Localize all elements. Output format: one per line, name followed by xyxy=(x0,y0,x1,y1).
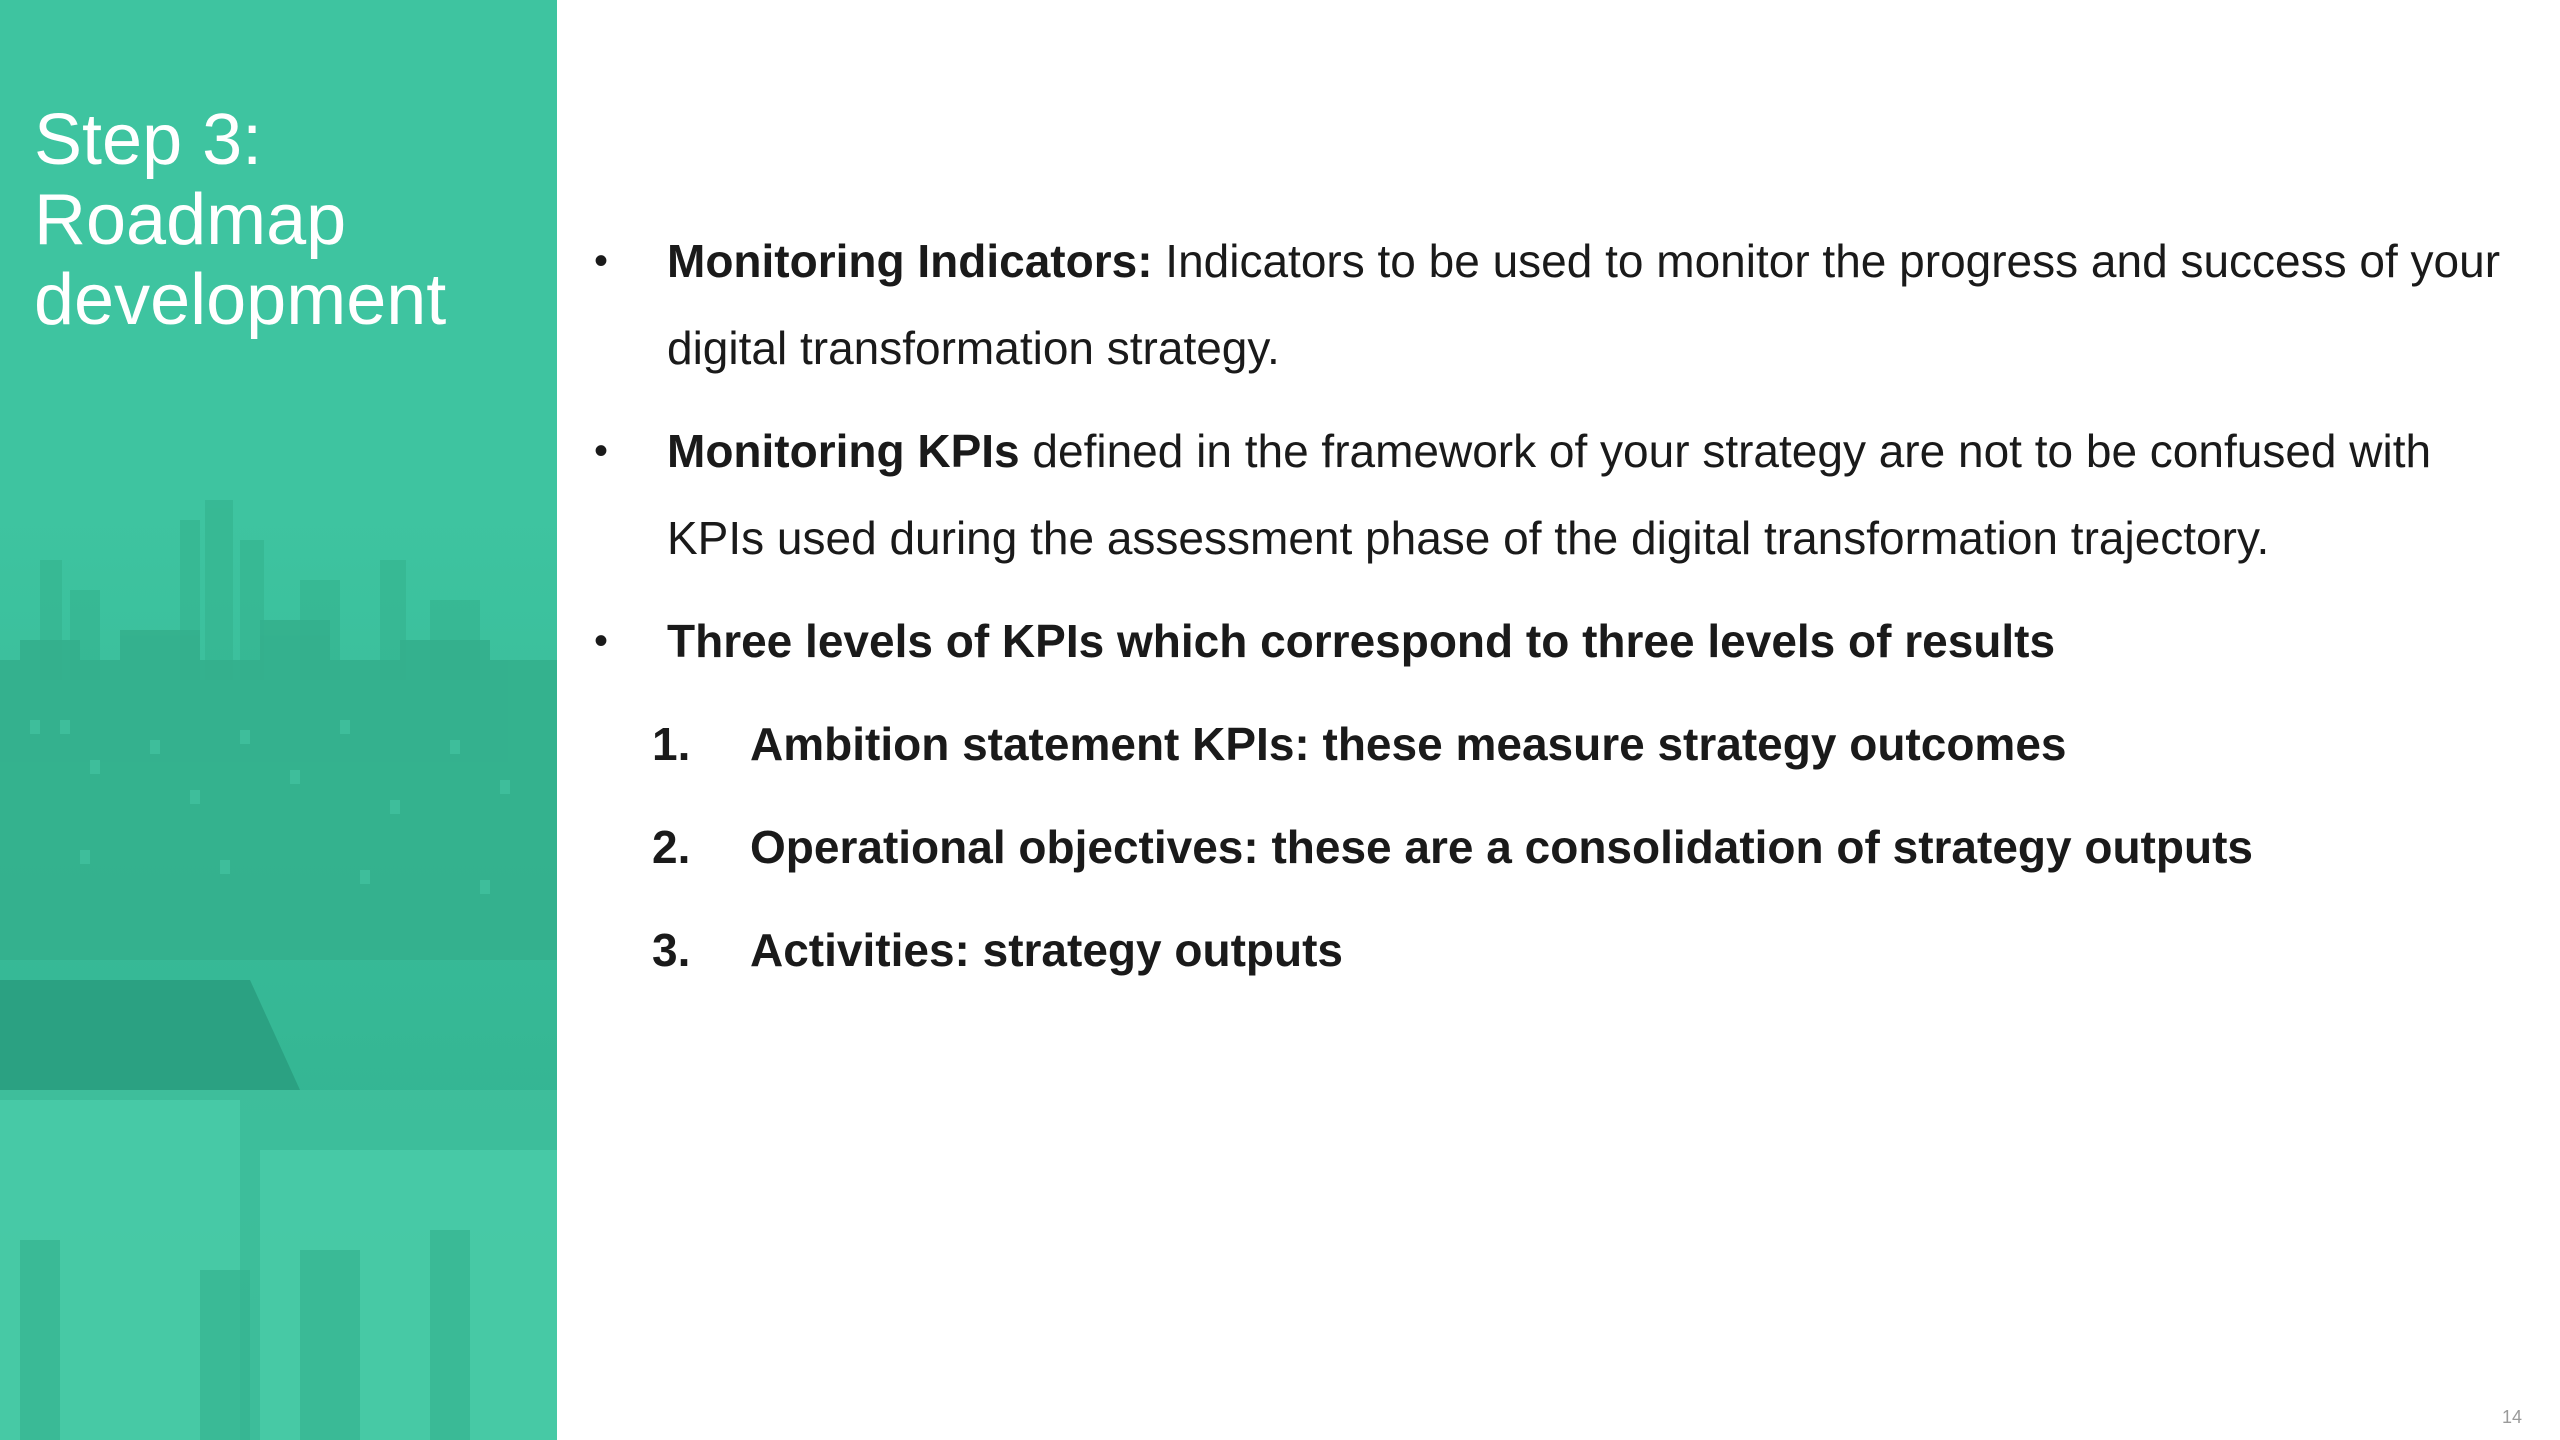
bullet-icon: • xyxy=(594,239,609,283)
slide-title xyxy=(34,100,534,340)
bullet-bold-text: Monitoring Indicators: xyxy=(667,235,1153,287)
bullet-text: Indicators to be used to monitor the progress and success of your digital transformation strategy. xyxy=(667,235,2501,374)
side-panel xyxy=(0,0,557,1440)
slide-title-line-2: Roadmap xyxy=(34,180,347,260)
bullet-item-monitoring-kpis xyxy=(590,408,2530,582)
slide-content xyxy=(590,218,2530,1010)
bullet-bold-text: Three levels of KPIs which correspond to three levels of results xyxy=(667,615,2056,667)
list-number: 3. xyxy=(652,924,691,976)
bullet-icon: • xyxy=(594,619,609,663)
list-item-text: Ambition statement KPIs: these measure strategy outcomes xyxy=(750,718,2067,770)
numbered-list xyxy=(590,701,2530,994)
list-number: 1. xyxy=(652,718,691,770)
list-item-text: Operational objectives: these are a consolidation of strategy outputs xyxy=(750,821,2253,873)
bullet-item-three-levels xyxy=(590,598,2530,685)
slide-title-line-1: Step 3: xyxy=(34,100,263,180)
numbered-item-2 xyxy=(590,804,2530,891)
list-number: 2. xyxy=(652,821,691,873)
list-item-text: Activities: strategy outputs xyxy=(750,924,1343,976)
bullet-text: defined in the framework of your strategy are not to be confused with KPIs used during the assessment phase of the digital transformation trajectory. xyxy=(667,425,2432,564)
bullet-item-monitoring-indicators xyxy=(590,218,2530,392)
bullet-icon: • xyxy=(594,429,609,473)
slide-title-line-3: development xyxy=(34,260,447,340)
numbered-item-1 xyxy=(590,701,2530,788)
bullet-bold-text: Monitoring KPIs xyxy=(667,425,1020,477)
numbered-item-3 xyxy=(590,907,2530,994)
page-number: 14 xyxy=(2501,1407,2522,1427)
